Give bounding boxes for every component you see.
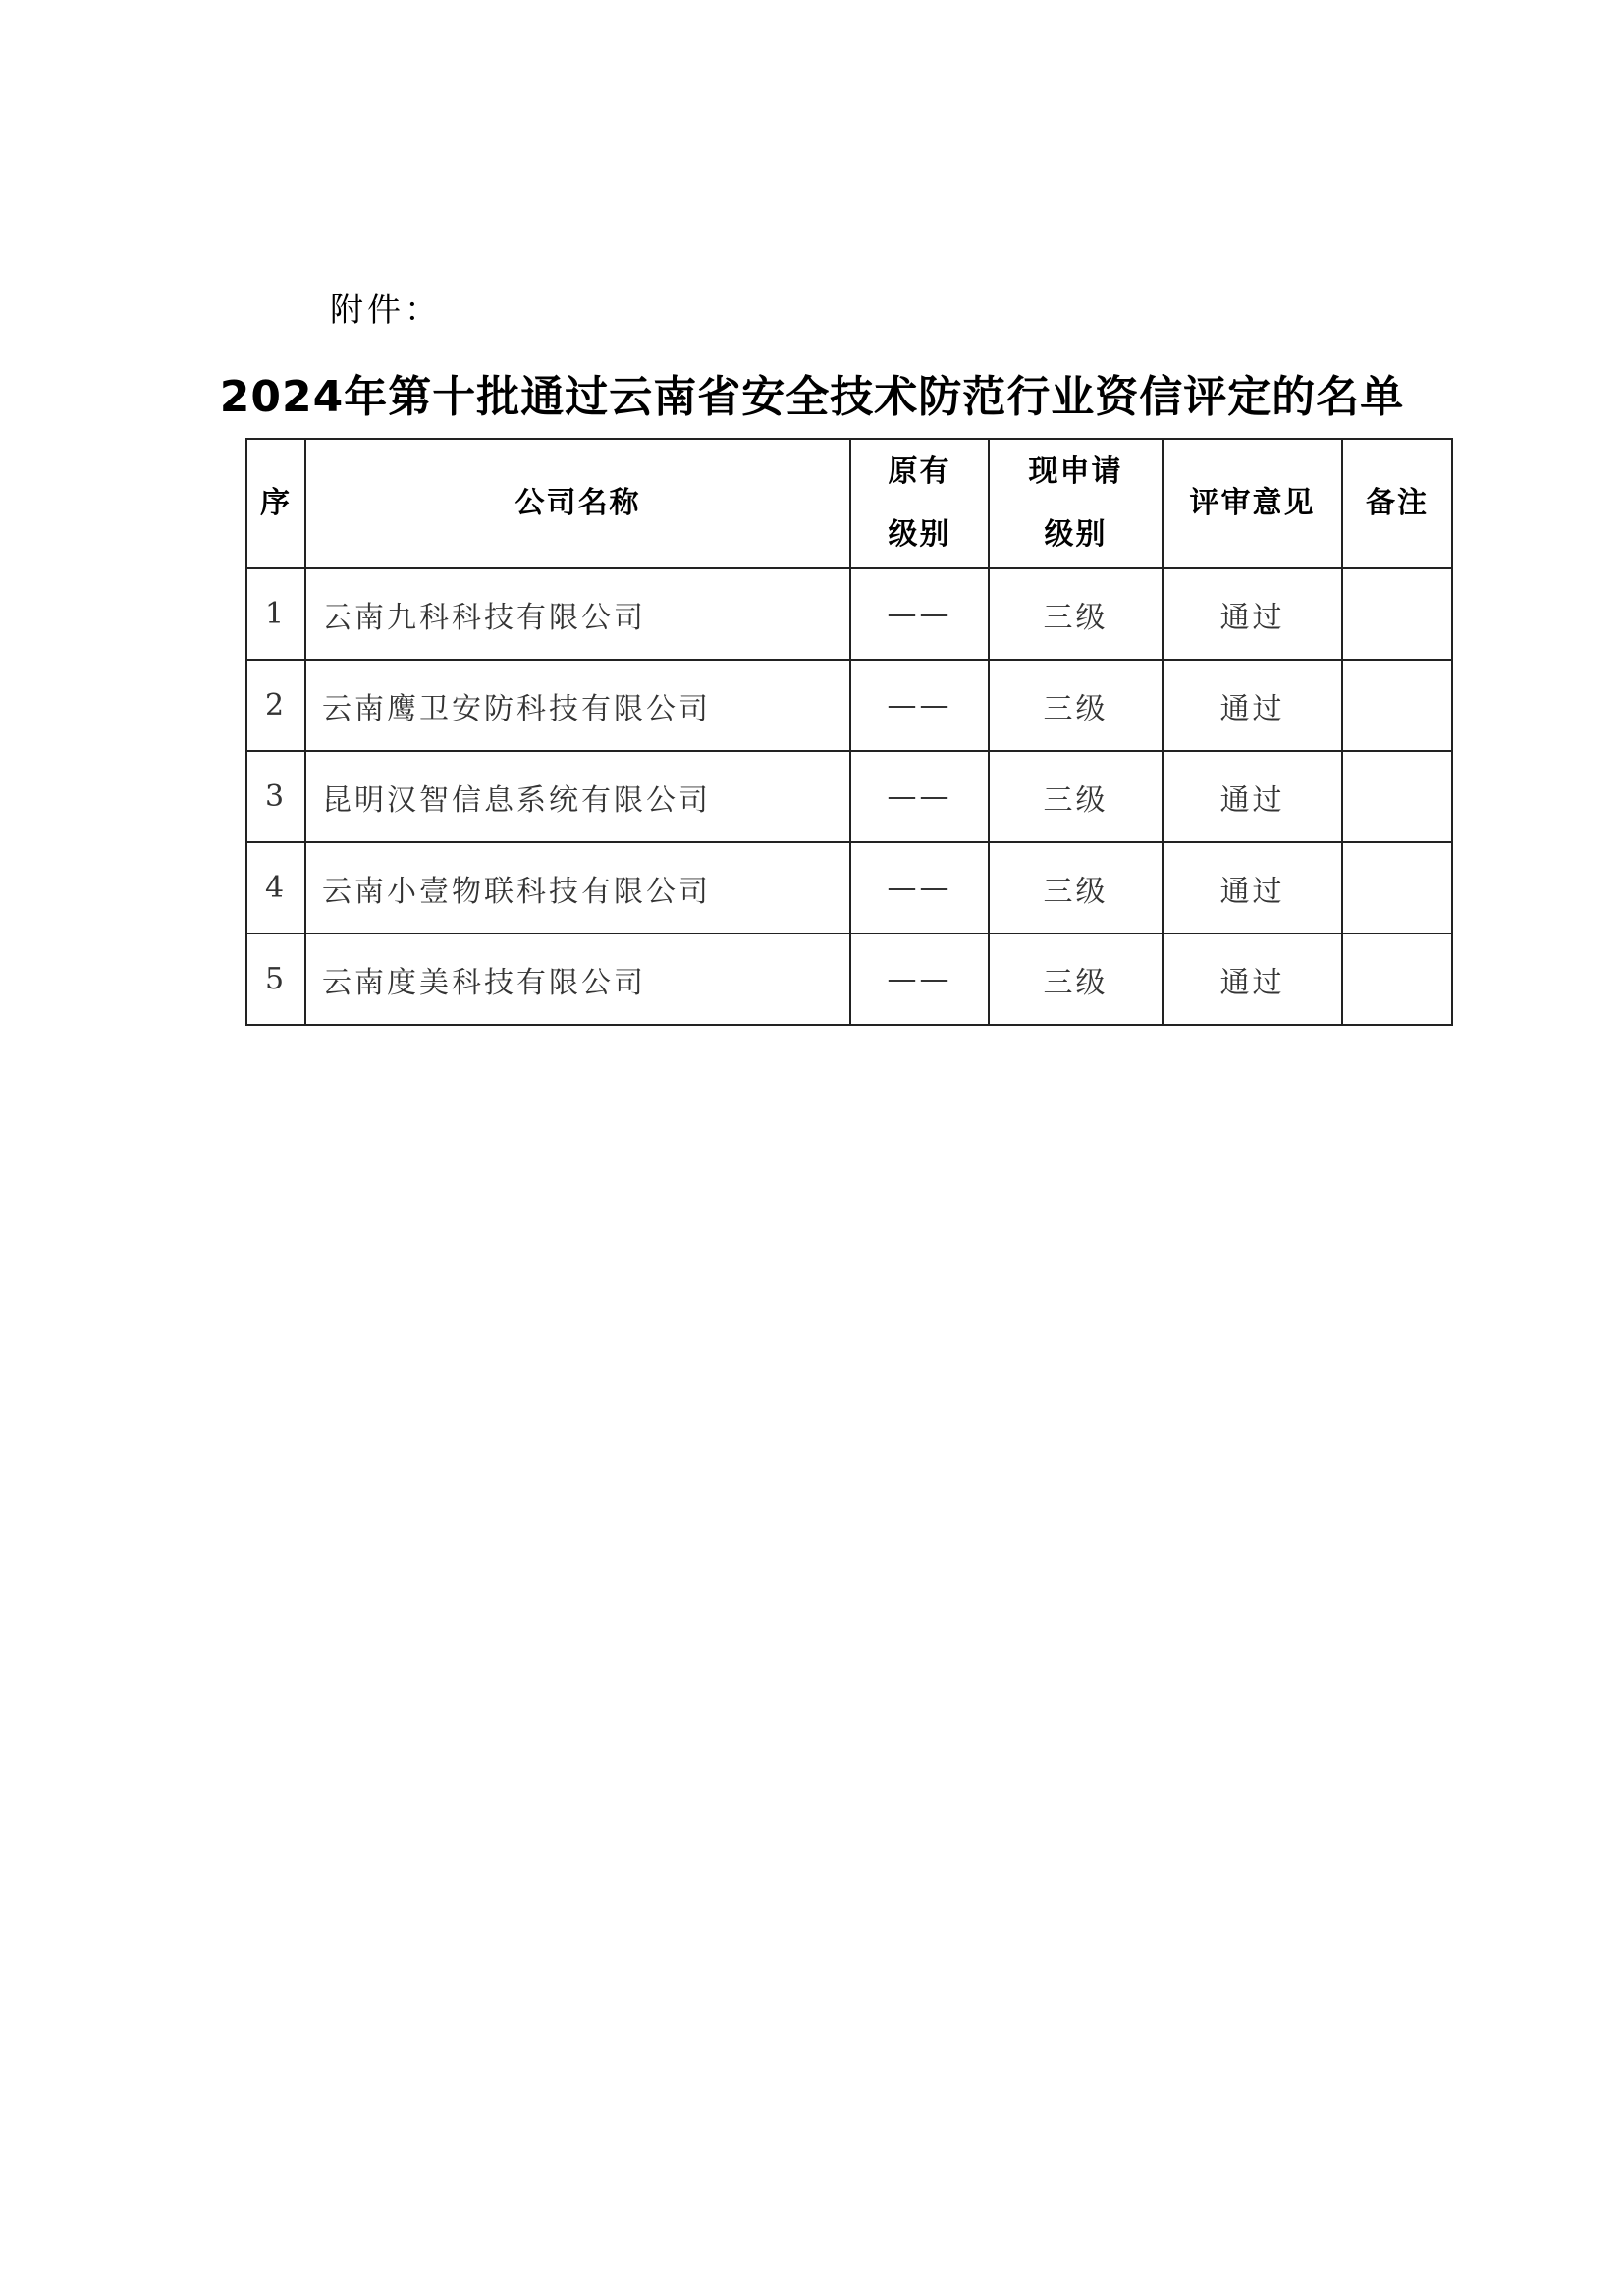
- original-level: ——: [850, 842, 989, 934]
- header-remark: 备注: [1342, 439, 1452, 568]
- remark: [1342, 934, 1452, 1025]
- table-header-row: [246, 439, 1452, 568]
- header-opinion: 评审意见: [1163, 439, 1342, 568]
- remark: [1342, 842, 1452, 934]
- review-opinion: 通过: [1163, 934, 1342, 1025]
- review-opinion: 通过: [1163, 660, 1342, 751]
- original-level: ——: [850, 934, 989, 1025]
- company-name: 云南小壹物联科技有限公司: [305, 842, 850, 934]
- applied-level: 三级: [989, 568, 1163, 660]
- table-row: [246, 751, 1452, 842]
- header-applied-level: 现申请 级别: [989, 439, 1163, 568]
- applied-level: 三级: [989, 751, 1163, 842]
- row-number: 2: [246, 660, 305, 751]
- header-no: 序: [246, 439, 305, 568]
- original-level: ——: [850, 660, 989, 751]
- row-number: 5: [246, 934, 305, 1025]
- row-number: 4: [246, 842, 305, 934]
- original-level: ——: [850, 568, 989, 660]
- review-opinion: 通过: [1163, 751, 1342, 842]
- document-title: 2024年第十批通过云南省安全技术防范行业资信评定的名单: [219, 372, 1405, 422]
- header-original-level: 原有 级别: [850, 439, 989, 568]
- original-level: ——: [850, 751, 989, 842]
- table-row: [246, 568, 1452, 660]
- row-number: 1: [246, 568, 305, 660]
- applied-level: 三级: [989, 934, 1163, 1025]
- review-opinion: 通过: [1163, 842, 1342, 934]
- remark: [1342, 660, 1452, 751]
- table-row: [246, 934, 1452, 1025]
- company-name: 昆明汉智信息系统有限公司: [305, 751, 850, 842]
- company-name: 云南度美科技有限公司: [305, 934, 850, 1025]
- row-number: 3: [246, 751, 305, 842]
- company-name: 云南鹰卫安防科技有限公司: [305, 660, 850, 751]
- header-company: 公司名称: [305, 439, 850, 568]
- remark: [1342, 568, 1452, 660]
- review-opinion: 通过: [1163, 568, 1342, 660]
- attachment-label: 附件：: [330, 291, 442, 330]
- remark: [1342, 751, 1452, 842]
- table-row: [246, 660, 1452, 751]
- table-row: [246, 842, 1452, 934]
- applied-level: 三级: [989, 660, 1163, 751]
- approval-list-table: [245, 438, 1453, 1026]
- applied-level: 三级: [989, 842, 1163, 934]
- company-name: 云南九科科技有限公司: [305, 568, 850, 660]
